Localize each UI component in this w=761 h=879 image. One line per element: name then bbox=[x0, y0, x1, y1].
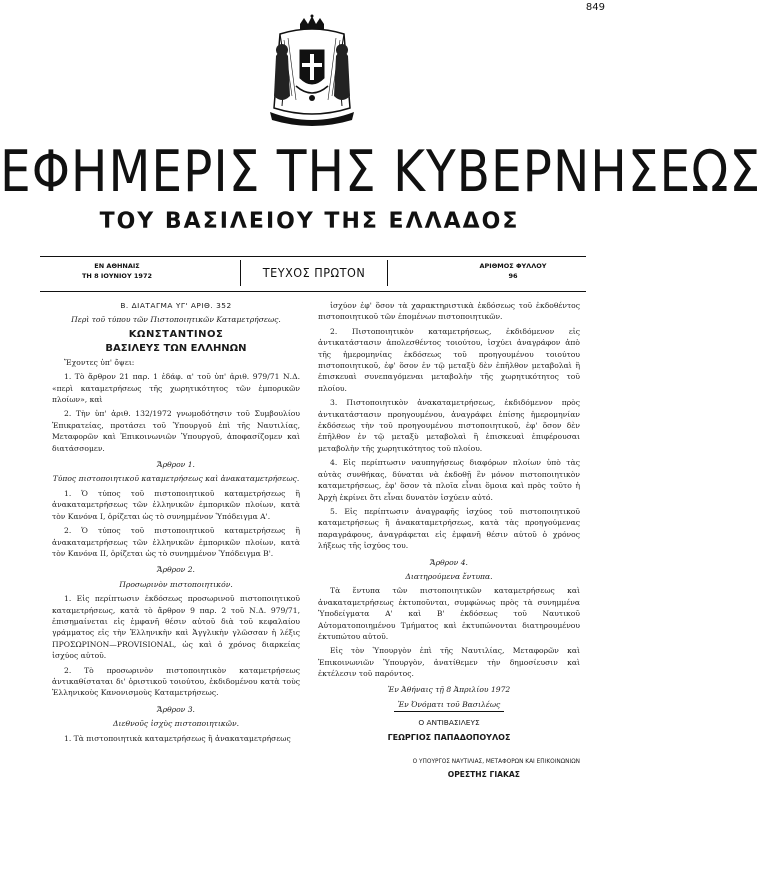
article-3-paragraph-1: 1. Τὰ πιστοποιητικὰ καταμετρήσεως ἢ ἀνακαταμετρήσεως bbox=[64, 733, 291, 743]
article-1-paragraph-2: 2. Ὁ τύπος τοῦ πιστοποιητικοῦ καταμετρήσεως ἢ ἀνακαταμετρήσεως τῶν ἑλληνικῶν ἐμπορικῶν πλοίων, κατὰ τὸν Κανόνα II, ὁρίζεται ὡς τὸ συνημμένον Ὑπόδειγμα Β'. bbox=[52, 526, 300, 558]
decree-subject: Περὶ τοῦ τύπου τῶν Πιστοποιητικῶν Καταμετρήσεως. bbox=[71, 315, 281, 325]
regent-role: Ο ΑΝΤΙΒΑΣΙΛΕΥΣ bbox=[418, 718, 480, 728]
sheet-label: ΑΡΙΘΜΟΣ ΦΥΛΛΟΥ bbox=[479, 262, 547, 270]
coat-of-arms-emblem bbox=[262, 16, 362, 128]
preamble: Ἔχοντες ὑπ' ὄψει: bbox=[64, 357, 135, 367]
minister-role: Ο ΥΠΟΥΡΓΟΣ ΝΑΥΤΙΛΙΑΣ, ΜΕΤΑΦΟΡΩΝ ΚΑΙ ΕΠΙΚΟΙΝΩΝΙΩΝ bbox=[412, 759, 580, 766]
gazette-subtitle: ΤΟΥ ΒΑΣΙΛΕΙΟΥ ΤΗΣ ΕΛΛΑΔΟΣ bbox=[99, 209, 520, 234]
article-3-paragraph-5: 5. Εἰς περίπτωσιν ἀναγραφῆς ἰσχύος τοῦ πιστοποιητικοῦ καταμετρήσεως ἢ ἀνακαταμετρήσεως, κατὰ τὰς προηγούμενας παραγράφους, ἀναγράφεται εἰς ἐμφανῆ θέσιν αὐτοῦ ὁ χρόνος λήξεως τῆς ἰσχύος του. bbox=[318, 506, 580, 551]
preamble-point-2: 2. Τὴν ὑπ' ἀριθ. 132/1972 γνωμοδότησιν τοῦ Συμβουλίου Ἐπικρατείας, προτάσει τοῦ Ὑπουργοῦ ἐπὶ τῆς Ναυτιλίας, Μεταφορῶν καὶ Ἐπικοινωνιῶν Ὑπουργοῦ, ἀποφασίζομεν καὶ διατάσσομεν. bbox=[52, 409, 300, 453]
article-3-paragraph-2: 2. Πιστοποιητικὸν καταμετρήσεως, ἐκδιδόμενον εἰς ἀντικατάστασιν ἀπολεσθέντος τοιούτου, ἰσχύει ἀναγράφον ἀπὸ τῆς ἡμερομηνίας ἐκδόσεως τοῦ προηγουμένου τοιούτου πιστοποιητικοῦ, ἐφ' ὅσον ἐν τῷ μεταξὺ δὲν ἐπῆλθον μεταβολαὶ ἢ ἐπισκευαὶ συνεπαγόμεναι μεταβολὴν τῆς χωρητικότητος τοῦ πλοίου. bbox=[318, 326, 580, 393]
article-2-paragraph-2: 2. Τὸ προσωρινὸν πιστοποιητικὸν καταμετρήσεως ἀντικαθίσταται δι' ὁριστικοῦ τοιούτου, ἐκδιδομένου κατὰ τοὺς Ἑλληνικοὺς Κανονισμοὺς Καταμετρήσεως. bbox=[52, 665, 300, 698]
left-column bbox=[52, 300, 300, 747]
right-column bbox=[318, 300, 580, 780]
continued-paragraph: ἰσχύον ἐφ' ὅσον τὰ χαρακτηριστικὰ ἐκδόσεως τοῦ ἐκδοθέντος πιστοποιητικοῦ τῶν ἐπομένων πιστοποιητικῶν. bbox=[318, 301, 580, 322]
king-title: ΒΑΣΙΛΕΥΣ ΤΩΝ ΕΛΛΗΝΩΝ bbox=[105, 342, 247, 354]
gazette-title: ΕΦΗΜΕΡΙΣ ΤΗΣ ΚΥΒΕΡΝΗΣΕΩΣ bbox=[0, 138, 761, 205]
page-number: 849 bbox=[585, 2, 605, 13]
article-3-paragraph-4: 4. Εἰς περίπτωσιν ναυπηγήσεως διαφόρων πλοίων ὑπὸ τὰς αὐτὰς συνθήκας, δύναται νὰ ἐκδοθῇ ἓν μόνον πιστοποιητικὸν καταμετρήσεως, ἐφ' ὅσον τὰ πλοῖα εἶναι ὅμοια καὶ πρὸς τοῦτο ἡ Ἀρχὴ ἐκρίνει ὅτι εἶναι δυνατὸν ἰσχύειν αὐτό. bbox=[318, 458, 580, 502]
issue-place-date bbox=[58, 261, 176, 281]
article-4-subheading: Διατηρούμενα ἔντυπα. bbox=[405, 571, 493, 581]
article-1-subheading: Τύπος πιστοποιητικοῦ καταμετρήσεως καὶ ἀνακαταμετρήσεως. bbox=[52, 474, 300, 484]
issue-info-bar bbox=[40, 256, 586, 292]
king-name: ΚΩΝΣΤΑΝΤΙΝΟΣ bbox=[128, 328, 224, 340]
article-4-paragraph-1: Τὰ ἔντυπα τῶν πιστοποιητικῶν καταμετρήσεως καὶ ἀνακαταμετρήσεως ἐκτυποῦνται, συμφώνως πρὸς τὰ συνημμένα Ὑποδείγματα Α' καὶ Β' ἐκδόσεως τοῦ Ναυτικοῦ Αὐτοματοποιημένου Τμήματος καὶ ἐκτυπώνονται διατηρουμένου ἐκτυπώτου αὐτοῦ. bbox=[318, 586, 580, 641]
signature-place-date: Ἐν Ἀθήναις τῇ 8 Ἀπριλίου 1972 bbox=[387, 684, 511, 694]
article-3-paragraph-3: 3. Πιστοποιητικὸν ἀνακαταμετρήσεως, ἐκδιδόμενον πρὸς ἀντικατάστασιν προηγουμένου, ἀναγράφει ἐπίσης ἡμερομηνίαν ἐκδόσεως τὴν τοῦ προηγουμένου πιστοποιητικοῦ, ἐφ' ὅσον δὲν ἐπῆλθον ἐν τῷ μεταξὺ μεταβολαὶ ἢ ἐπισκευαὶ ἐπιφέρουσαι μεταβολὴν τῆς χωρητικότητος τοῦ πλοίου. bbox=[318, 398, 580, 453]
sheet-number: 96 bbox=[508, 272, 518, 280]
issue-sheet bbox=[458, 261, 568, 281]
issue-date: ΤΗ 8 ΙΟΥΝΙΟΥ 1972 bbox=[81, 272, 153, 280]
article-3-heading: Ἄρθρον 3. bbox=[157, 704, 195, 714]
execution-clause: Εἰς τὸν Ὑπουργὸν ἐπὶ τῆς Ναυτιλίας, Μεταφορῶν καὶ Ἐπικοινωνιῶν Ὑπουργὸν, ἀνατίθεμεν τὴν δημοσίευσιν καὶ ἐκτέλεσιν τοῦ παρόντος. bbox=[318, 646, 580, 679]
issue-location: ΕΝ ΑΘΗΝΑΙΣ bbox=[94, 262, 140, 270]
decree-heading: Β. ΔΙΑΤΑΓΜΑ ΥΓ' ΑΡΙΘ. 352 bbox=[120, 301, 232, 310]
signature-formula-text: Ἐν Ὀνόματι τοῦ Βασιλέως bbox=[394, 699, 505, 712]
article-2-paragraph-1: 1. Εἰς περίπτωσιν ἐκδόσεως προσωρινοῦ πιστοποιητικοῦ καταμετρήσεως, κατὰ τὸ ἄρθρον 9 παρ. 2 τοῦ Ν.Δ. 979/71, ἐπισημαίνεται εἰς ἐμφανῆ θέσιν αὐτοῦ διὰ τοῦ κεφαλαίου γράμματος εἰς τὴν Ἑλληνικὴν καὶ Ἀγγλικὴν γλῶσσαν ἡ λέξις ΠΡΟΣΩΡΙΝΟΝ—PROVISIONAL, ὡς καὶ ὁ χρόνος διαρκείας ἰσχύος αὐτοῦ. bbox=[52, 594, 300, 661]
article-2-subheading: Προσωρινὸν πιστοποιητικόν. bbox=[119, 579, 233, 589]
article-2-heading: Ἄρθρον 2. bbox=[157, 565, 195, 575]
article-1-heading: Ἄρθρον 1. bbox=[157, 460, 195, 470]
signature-formula bbox=[318, 699, 580, 712]
minister-name: ΟΡΕΣΤΗΣ ΓΙΑΚΑΣ bbox=[447, 769, 520, 779]
regent-name: ΓΕΩΡΓΙΟΣ ΠΑΠΑΔΟΠΟΥΛΟΣ bbox=[387, 732, 511, 742]
issue-volume: ΤΕΥΧΟΣ ΠΡΩΤΟΝ bbox=[240, 260, 388, 286]
article-1-paragraph-1: 1. Ὁ τύπος τοῦ πιστοποιητικοῦ καταμετρήσεως ἢ ἀνακαταμετρήσεως τῶν ἑλληνικῶν ἐμπορικῶν πλοίων, κατὰ τὸν Κανόνα I, ὁρίζεται ὡς τὸ συνημμένον Ὑπόδειγμα Α'. bbox=[52, 488, 300, 521]
article-4-heading: Ἄρθρον 4. bbox=[430, 557, 468, 567]
article-3-subheading: Διεθνοῦς ἰσχὺς πιστοποιητικῶν. bbox=[112, 719, 240, 729]
preamble-point-1: 1. Τὸ ἄρθρον 21 παρ. 1 ἐδάφ. α' τοῦ ὑπ' ἀριθ. 979/71 Ν.Δ. «περὶ καταμετρήσεως τῆς χωρητικότητος τῶν ἐμπορικῶν πλοίων», καὶ bbox=[52, 372, 300, 405]
